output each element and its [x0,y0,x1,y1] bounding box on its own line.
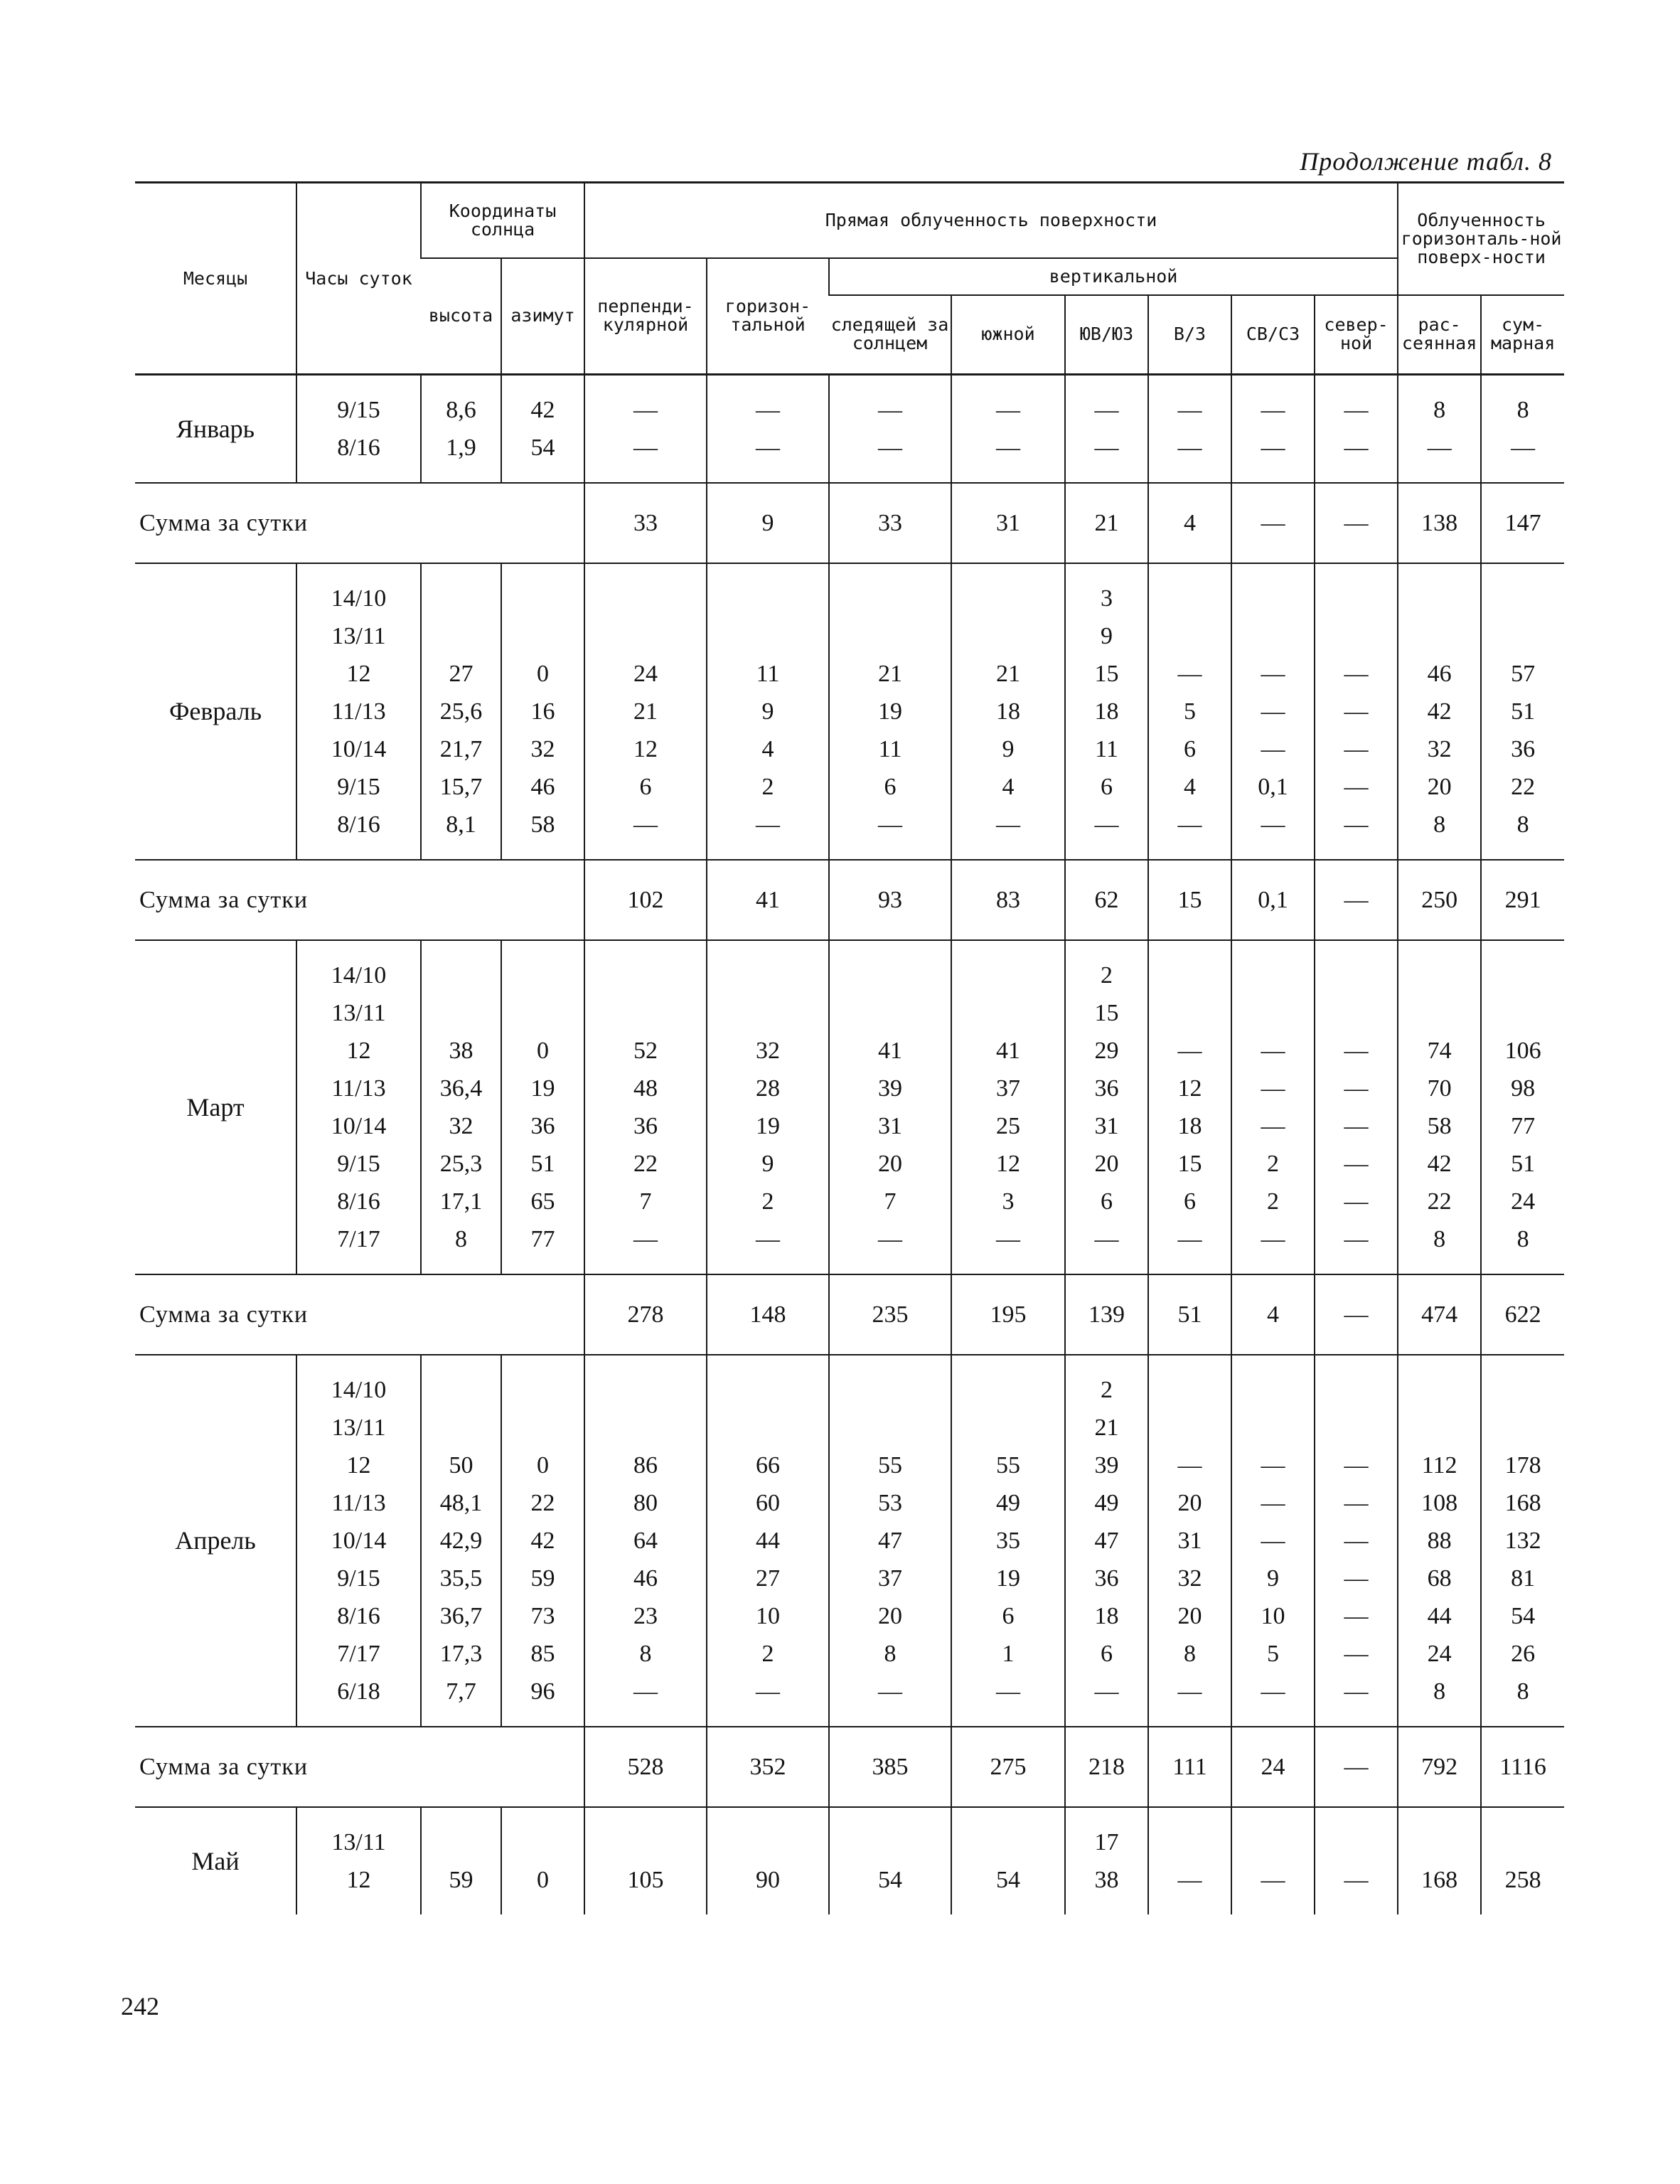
value-cell: 86 80 64 46 23 8 — [584,1355,707,1727]
sum-cell: 15 [1148,860,1231,940]
sum-cell: 51 [1148,1274,1231,1355]
value-cell: 9/15 8/16 [296,375,421,484]
header-diffuse: рас-сеянная [1398,295,1481,375]
value-cell: 0 19 36 51 65 77 [501,940,584,1274]
value-cell: 50 48,1 42,9 35,5 36,7 17,3 7,7 [421,1355,501,1727]
sum-cell: 62 [1065,860,1148,940]
daily-sum-label: Сумма за сутки [135,860,584,940]
value-cell: 46 42 32 20 8 [1398,563,1481,860]
sum-cell: 9 [707,483,829,563]
value-cell: — — [829,375,951,484]
sum-cell: 1116 [1481,1727,1564,1807]
header-total: сум-марная [1481,295,1564,375]
month-name: Май [191,1846,240,1875]
header-perpendicular: перпенди-кулярной [584,258,707,375]
value-cell: — — — 2 2 — [1231,940,1315,1274]
value-cell: 42 54 [501,375,584,484]
irradiance-table [135,181,1564,1914]
header-ne-nw: СВ/СЗ [1231,295,1315,375]
value-cell: — — [707,375,829,484]
value-cell: 14/10 13/11 12 11/13 10/14 9/15 8/16 [296,563,421,860]
sum-cell: 291 [1481,860,1564,940]
header-e-w: В/З [1148,295,1231,375]
header-horizontal: горизон-тальной [707,258,829,375]
sum-cell: 528 [584,1727,707,1807]
header-horizontal-irradiance: Облученность горизонталь-ной поверх-ности [1398,183,1564,295]
value-cell: — — [1065,375,1148,484]
page-number: 242 [121,1992,159,2020]
sum-cell: — [1315,1727,1398,1807]
daily-sum-label: Сумма за сутки [135,1274,584,1355]
header-sun-coordinates: Координаты солнца [421,183,584,258]
sum-cell: — [1315,483,1398,563]
header-vertical: вертикальной [829,258,1398,295]
value-cell: — — — 9 10 5 — [1231,1355,1315,1727]
header-height: высота [421,258,501,375]
value-cell: — 5 6 4 — [1148,563,1231,860]
daily-sum-row [135,860,1564,940]
value-cell: 90 [707,1807,829,1914]
daily-sum-label: Сумма за сутки [135,483,584,563]
value-cell: 59 [421,1807,501,1914]
table-body [135,375,1564,1915]
sum-cell: 218 [1065,1727,1148,1807]
sum-cell: — [1315,860,1398,940]
sum-cell: 352 [707,1727,829,1807]
value-cell: 106 98 77 51 24 8 [1481,940,1564,1274]
sum-cell: 250 [1398,860,1481,940]
sum-cell: — [1315,1274,1398,1355]
value-cell: 2 15 29 36 31 20 6 — [1065,940,1148,1274]
sum-cell: 195 [951,1274,1065,1355]
month-name: Февраль [168,697,262,725]
value-cell: 11 9 4 2 — [707,563,829,860]
sum-cell: 622 [1481,1274,1564,1355]
value-cell: — — [1231,375,1315,484]
sum-cell: 102 [584,860,707,940]
value-cell: — — [1315,375,1398,484]
header-hours: Часы суток [296,183,421,375]
value-cell: 52 48 36 22 7 — [584,940,707,1274]
month-name: Апрель [175,1526,256,1555]
value-cell: 41 37 25 12 3 — [951,940,1065,1274]
daily-sum-row [135,1274,1564,1355]
value-cell: 112 108 88 68 44 24 8 [1398,1355,1481,1727]
table-header [135,183,1564,375]
value-cell: — 20 31 32 20 8 — [1148,1355,1231,1727]
sum-cell: 93 [829,860,951,940]
sum-cell: 0,1 [1231,860,1315,940]
value-cell: 55 49 35 19 6 1 — [951,1355,1065,1727]
sum-cell: 278 [584,1274,707,1355]
month-name: Январь [176,414,255,443]
daily-sum-label: Сумма за сутки [135,1727,584,1807]
header-tracking: следящей за солнцем [829,295,951,375]
value-cell: 14/10 13/11 12 11/13 10/14 9/15 8/16 7/17 6/18 [296,1355,421,1727]
sum-cell: 147 [1481,483,1564,563]
month-group-row [135,940,1564,1274]
value-cell: 66 60 44 27 10 2 — [707,1355,829,1727]
value-cell: 8 — [1398,375,1481,484]
sum-cell: 83 [951,860,1065,940]
value-cell: 32 28 19 9 2 — [707,940,829,1274]
sum-cell: 4 [1231,1274,1315,1355]
sum-cell: 33 [584,483,707,563]
header-north: север-ной [1315,295,1398,375]
value-cell: — — — — — — [1315,940,1398,1274]
table-caption: Продолжение табл. 8 [1300,147,1552,176]
sum-cell: 275 [951,1727,1065,1807]
value-cell: — — [951,375,1065,484]
value-cell: 54 [829,1807,951,1914]
value-cell: — — [584,375,707,484]
value-cell: 54 [951,1807,1065,1914]
sum-cell: 148 [707,1274,829,1355]
value-cell: — — — — — — — [1315,1355,1398,1727]
value-cell: — [1148,1807,1231,1914]
value-cell: 105 [584,1807,707,1914]
daily-sum-row [135,1727,1564,1807]
value-cell: 258 [1481,1807,1564,1914]
value-cell: 24 21 12 6 — [584,563,707,860]
sum-cell: — [1231,483,1315,563]
value-cell: 168 [1398,1807,1481,1914]
value-cell: — [1231,1807,1315,1914]
value-cell: 2 21 39 49 47 36 18 6 — [1065,1355,1148,1727]
value-cell: — [1315,1807,1398,1914]
sum-cell: 792 [1398,1727,1481,1807]
value-cell: 57 51 36 22 8 [1481,563,1564,860]
value-cell: 8 — [1481,375,1564,484]
month-group-row [135,1355,1564,1727]
month-name: Март [186,1092,245,1122]
month-group-row [135,375,1564,484]
header-se-sw: ЮВ/ЮЗ [1065,295,1148,375]
value-cell: 14/10 13/11 12 11/13 10/14 9/15 8/16 7/17 [296,940,421,1274]
value-cell: 21 19 11 6 — [829,563,951,860]
sum-cell: 31 [951,483,1065,563]
value-cell: 17 38 [1065,1807,1148,1914]
sum-cell: 33 [829,483,951,563]
header-azimuth: азимут [501,258,584,375]
value-cell: 27 25,6 21,7 15,7 8,1 [421,563,501,860]
value-cell: 38 36,4 32 25,3 17,1 8 [421,940,501,1274]
value-cell: 178 168 132 81 54 26 8 [1481,1355,1564,1727]
sum-cell: 385 [829,1727,951,1807]
daily-sum-row [135,483,1564,563]
value-cell: — — — — — [1315,563,1398,860]
sum-cell: 4 [1148,483,1231,563]
value-cell: — — [1148,375,1231,484]
header-direct-irradiance: Прямая облученность поверхности [584,183,1398,258]
sum-cell: 138 [1398,483,1481,563]
sum-cell: 139 [1065,1274,1148,1355]
sum-cell: 111 [1148,1727,1231,1807]
value-cell: 0 16 32 46 58 [501,563,584,860]
month-group-row [135,1807,1564,1914]
value-cell: 13/11 12 [296,1807,421,1914]
value-cell: 74 70 58 42 22 8 [1398,940,1481,1274]
value-cell: 8,6 1,9 [421,375,501,484]
value-cell: — — — 0,1 — [1231,563,1315,860]
header-months: Месяцы [135,183,296,375]
month-group-row [135,563,1564,860]
value-cell: 0 [501,1807,584,1914]
value-cell: — 12 18 15 6 — [1148,940,1231,1274]
sum-cell: 41 [707,860,829,940]
sum-cell: 21 [1065,483,1148,563]
sum-cell: 474 [1398,1274,1481,1355]
value-cell: 3 9 15 18 11 6 — [1065,563,1148,860]
value-cell: 41 39 31 20 7 — [829,940,951,1274]
header-south: южной [951,295,1065,375]
value-cell: 0 22 42 59 73 85 96 [501,1355,584,1727]
sum-cell: 235 [829,1274,951,1355]
value-cell: 55 53 47 37 20 8 — [829,1355,951,1727]
value-cell: 21 18 9 4 — [951,563,1065,860]
sum-cell: 24 [1231,1727,1315,1807]
